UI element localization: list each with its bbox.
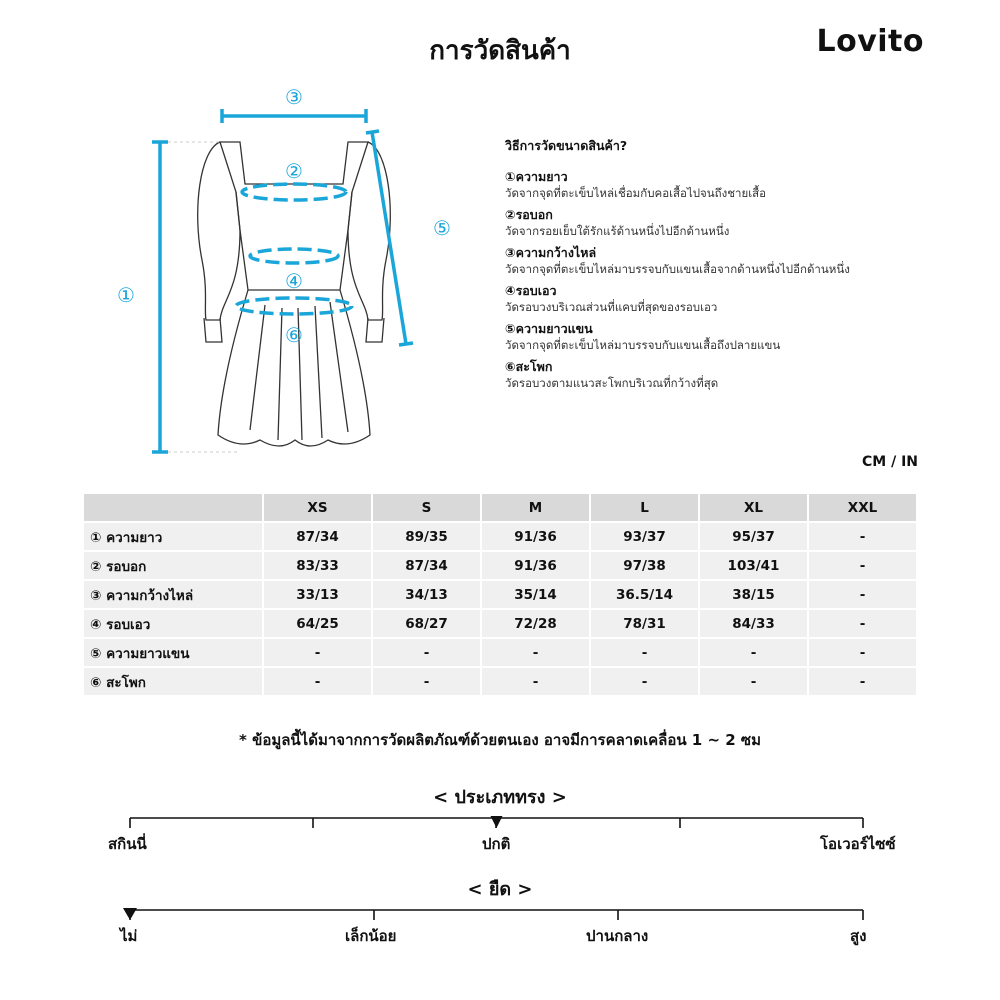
- fit-label-regular: ปกติ: [482, 835, 511, 853]
- col-header: M: [482, 494, 589, 521]
- guide-item-desc: วัดจากรอยเย็บใต้รักแร้ด้านหนึ่งไปอีกด้านหนึ่ง: [505, 224, 730, 238]
- fit-label-skinny: สกินนี่: [108, 835, 147, 853]
- table-row: [84, 668, 916, 695]
- row-label: ④ รอบเอว: [84, 610, 262, 637]
- guide-item-hip: [505, 358, 945, 391]
- table-row: [84, 581, 916, 608]
- stretch-label-medium: ปานกลาง: [586, 927, 649, 945]
- table-cell: 97/38: [591, 552, 698, 579]
- table-row: [84, 552, 916, 579]
- table-cell: 91/36: [482, 523, 589, 550]
- table-row: [84, 523, 916, 550]
- table-cell: 93/37: [591, 523, 698, 550]
- table-cell: 33/13: [264, 581, 371, 608]
- table-cell: 34/13: [373, 581, 480, 608]
- table-cell: 38/15: [700, 581, 807, 608]
- size-table: [82, 492, 918, 697]
- fit-label-oversize: โอเวอร์ไซซ์: [820, 835, 896, 853]
- stretch-label-none: ไม่: [120, 927, 138, 945]
- marker-waist: ④: [285, 269, 303, 293]
- guide-item-title: ④รอบเอว: [505, 283, 557, 298]
- table-cell: 91/36: [482, 552, 589, 579]
- table-corner-cell: [84, 494, 262, 521]
- table-cell: 72/28: [482, 610, 589, 637]
- guide-item-title: ⑤ความยาวแขน: [505, 321, 593, 336]
- guide-item-length: [505, 168, 945, 201]
- guide-item-bust: [505, 206, 945, 239]
- table-cell: 68/27: [373, 610, 480, 637]
- table-cell: -: [809, 668, 916, 695]
- col-header: XS: [264, 494, 371, 521]
- table-cell: 89/35: [373, 523, 480, 550]
- stretch-scale-title: < ยืด >: [467, 879, 533, 900]
- unit-label: CM / IN: [862, 454, 918, 470]
- table-cell: -: [373, 668, 480, 695]
- table-cell: -: [700, 639, 807, 666]
- fit-selected-marker-icon: [491, 816, 503, 828]
- table-row: [84, 639, 916, 666]
- table-cell: -: [482, 639, 589, 666]
- brand-logo: Lovito: [816, 24, 924, 59]
- table-cell: 103/41: [700, 552, 807, 579]
- guide-question: วิธีการวัดขนาดสินค้า?: [505, 138, 628, 153]
- guide-item-title: ①ความยาว: [505, 169, 568, 184]
- guide-item-desc: วัดจากจุดที่ตะเข็บไหล่มาบรรจบกับแขนเสื้อถึงปลายแขน: [505, 338, 781, 352]
- table-row: [84, 610, 916, 637]
- table-cell: 35/14: [482, 581, 589, 608]
- col-header: XL: [700, 494, 807, 521]
- row-label: ③ ความกว้างไหล่: [84, 581, 262, 608]
- guide-item-title: ②รอบอก: [505, 207, 553, 222]
- table-cell: -: [591, 639, 698, 666]
- table-cell: -: [809, 552, 916, 579]
- guide-item-desc: วัดรอบวงตามแนวสะโพกบริเวณที่กว้างที่สุด: [505, 376, 719, 390]
- guide-item-desc: วัดรอบวงบริเวณส่วนที่แคบที่สุดของรอบเอว: [505, 300, 718, 314]
- table-cell: 83/33: [264, 552, 371, 579]
- table-cell: -: [809, 523, 916, 550]
- table-cell: 87/34: [264, 523, 371, 550]
- col-header: XXL: [809, 494, 916, 521]
- guide-item-title: ⑥สะโพก: [505, 359, 553, 374]
- table-cell: -: [591, 668, 698, 695]
- marker-shoulder: ③: [285, 85, 303, 109]
- guide-item-title: ③ความกว้างไหล่: [505, 245, 597, 260]
- guide-item-shoulder: [505, 244, 945, 277]
- stretch-selected-marker-icon: [123, 908, 137, 920]
- dress-measurement-diagram: [90, 80, 470, 470]
- marker-hip: ⑥: [285, 323, 303, 347]
- table-cell: 95/37: [700, 523, 807, 550]
- guide-item-desc: วัดจากจุดที่ตะเข็บไหล่เชื่อมกับคอเสื้อไปจนถึงชายเสื้อ: [505, 186, 767, 200]
- table-cell: 64/25: [264, 610, 371, 637]
- table-cell: 78/31: [591, 610, 698, 637]
- table-cell: -: [482, 668, 589, 695]
- table-header-row: [84, 494, 916, 521]
- table-cell: 87/34: [373, 552, 480, 579]
- guide-item-desc: วัดจากจุดที่ตะเข็บไหล่มาบรรจบกับแขนเสื้อจากด้านหนึ่งไปอีกด้านหนึ่ง: [505, 262, 850, 276]
- table-cell: -: [700, 668, 807, 695]
- col-header: S: [373, 494, 480, 521]
- col-header: L: [591, 494, 698, 521]
- row-label: ② รอบอก: [84, 552, 262, 579]
- fit-scale-title: < ประเภททรง >: [433, 787, 567, 808]
- measurement-guide: [505, 136, 945, 396]
- table-cell: -: [809, 610, 916, 637]
- table-cell: -: [373, 639, 480, 666]
- row-label: ① ความยาว: [84, 523, 262, 550]
- table-cell: -: [809, 581, 916, 608]
- guide-item-waist: [505, 282, 945, 315]
- row-label: ⑥ สะโพก: [84, 668, 262, 695]
- table-cell: 36.5/14: [591, 581, 698, 608]
- table-cell: 84/33: [700, 610, 807, 637]
- row-label: ⑤ ความยาวแขน: [84, 639, 262, 666]
- page-title: การวัดสินค้า: [429, 36, 571, 66]
- stretch-label-high: สูง: [850, 927, 867, 945]
- marker-length: ①: [117, 283, 135, 307]
- table-cell: -: [809, 639, 916, 666]
- measurement-note: * ข้อมูลนี้ได้มาจากการวัดผลิตภัณฑ์ด้วยตนเอง อาจมีการคลาดเคลื่อน 1 ~ 2 ซม: [239, 731, 761, 749]
- table-cell: -: [264, 668, 371, 695]
- marker-bust: ②: [285, 159, 303, 183]
- stretch-label-slight: เล็กน้อย: [345, 927, 397, 945]
- marker-sleeve: ⑤: [433, 216, 451, 240]
- table-cell: -: [264, 639, 371, 666]
- guide-item-sleeve: [505, 320, 945, 353]
